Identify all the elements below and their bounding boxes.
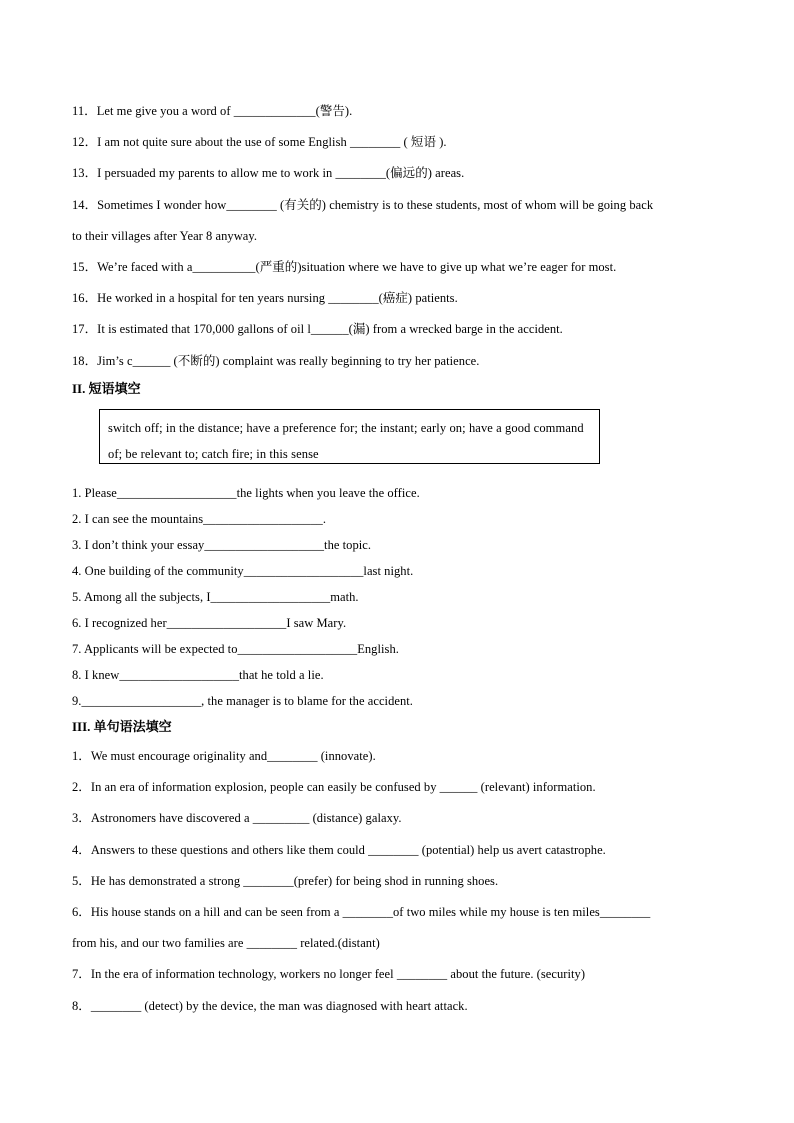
grammar-question-2: 2．In an era of information explosion, people can easily be confused by ______ (relevant) information. <box>72 780 596 794</box>
question-13: 13．I persuaded my parents to allow me to work in ________(偏远的) areas. <box>72 166 465 180</box>
question-16: 16．He worked in a hospital for ten years nursing ________(癌症) patients. <box>72 291 458 305</box>
grammar-question-3: 3．Astronomers have discovered a _________ (distance) galaxy. <box>72 811 402 825</box>
phrase-bank-box <box>99 409 600 464</box>
phrase-question-6: 6. I recognized her___________________I saw Mary. <box>72 616 347 630</box>
question-14: 14．Sometimes I wonder how________ (有关的) chemistry is to these students, most of whom will be going back <box>72 198 654 212</box>
grammar-question-5: 5．He has demonstrated a strong ________(prefer) for being shod in running shoes. <box>72 874 499 888</box>
grammar-question-1: 1．We must encourage originality and________ (innovate). <box>72 749 376 763</box>
phrase-question-8: 8. I knew___________________that he told a lie. <box>72 668 324 682</box>
grammar-question-6: 6．His house stands on a hill and can be seen from a ________of two miles while my house is ten miles________ <box>72 905 651 919</box>
phrase-question-2: 2. I can see the mountains___________________. <box>72 512 326 526</box>
question-17: 17．It is estimated that 170,000 gallons of oil l______(漏) from a wrecked barge in the accident. <box>72 322 563 336</box>
question-11: 11．Let me give you a word of _____________(警告). <box>72 104 353 118</box>
phrase-question-5: 5. Among all the subjects, I___________________math. <box>72 590 359 604</box>
phrase-question-9: 9.___________________, the manager is to blame for the accident. <box>72 694 413 708</box>
question-12: 12．I am not quite sure about the use of some English ________ ( 短语 ). <box>72 135 447 149</box>
question-15: 15．We’re faced with a__________(严重的)situation where we have to give up what we’re eager for most. <box>72 260 617 274</box>
grammar-question-6-cont: from his, and our two families are ________ related.(distant) <box>72 936 380 950</box>
grammar-question-7: 7．In the era of information technology, workers no longer feel ________ about the future. (security) <box>72 967 586 981</box>
question-14-cont: to their villages after Year 8 anyway. <box>72 229 258 243</box>
grammar-question-4: 4．Answers to these questions and others like them could ________ (potential) help us avert catastrophe. <box>72 843 606 857</box>
question-18: 18．Jim’s c______ (不断的) complaint was really beginning to try her patience. <box>72 354 480 368</box>
grammar-question-8: 8．________ (detect) by the device, the man was diagnosed with heart attack. <box>72 999 468 1013</box>
phrase-bank-text: switch off; in the distance; have a preference for; the instant; early on; have a good command of; be relevant to; catch fire; in this sense <box>108 421 584 461</box>
section-heading-grammar: III. 单句语法填空 <box>72 719 172 734</box>
phrase-question-3: 3. I don’t think your essay___________________the topic. <box>72 538 372 552</box>
section-heading-phrases: II. 短语填空 <box>72 381 141 396</box>
phrase-question-1: 1. Please___________________the lights when you leave the office. <box>72 486 420 500</box>
phrase-question-7: 7. Applicants will be expected to___________________English. <box>72 642 399 656</box>
phrase-question-4: 4. One building of the community___________________last night. <box>72 564 414 578</box>
